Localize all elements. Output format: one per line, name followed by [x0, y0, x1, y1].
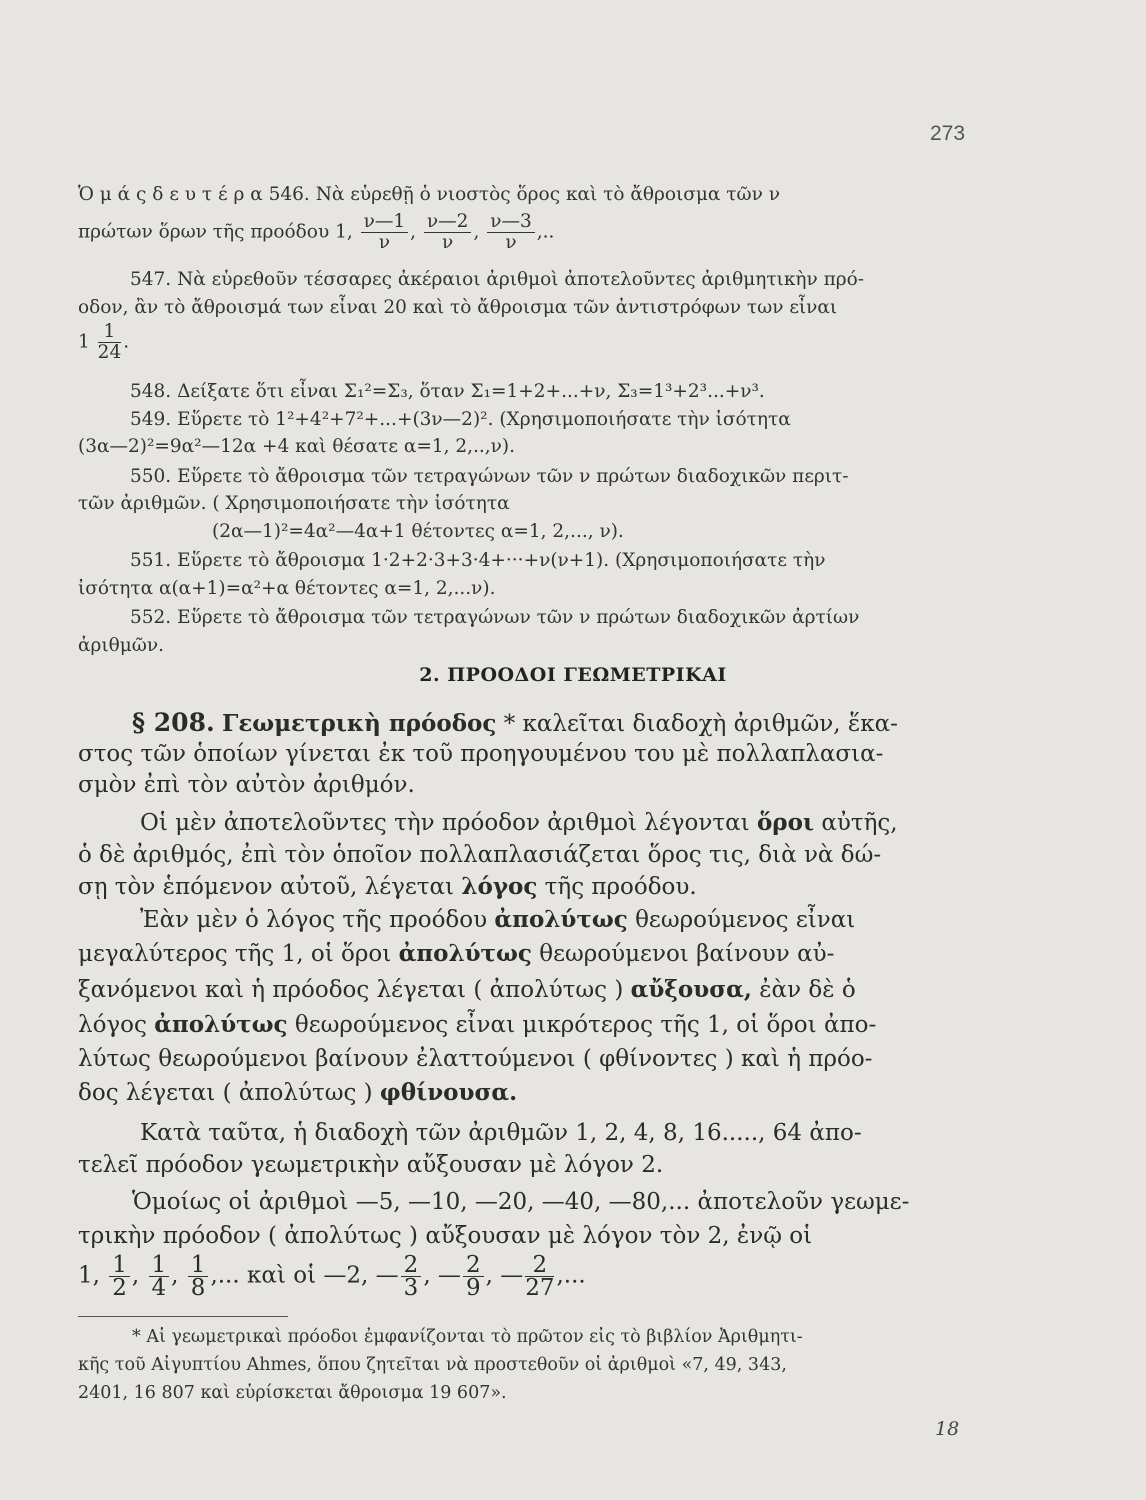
paragraph-3-line6: δος λέγεται ( ἀπολύτως ) φθίνουσα.: [78, 1079, 518, 1106]
paragraph-2-line2: ὁ δὲ ἀριθμός, ἐπὶ τὸν ὁποῖον πολλαπλασιάζεται ὅρος τις, διὰ νὰ δώ-: [78, 842, 882, 868]
problem-548: 548. Δείξατε ὅτι εἶναι Σ₁²=Σ₃, ὅταν Σ₁=1+2+...+ν, Σ₃=1³+2³...+ν³.: [130, 381, 765, 402]
paragraph-2-line1: Οἱ μὲν ἀποτελοῦντες τὴν πρόοδον ἀριθμοὶ λέγονται ὅροι αὐτῆς,: [140, 809, 898, 836]
problem-550-line1: 550. Εὕρετε τὸ ἄθροισμα τῶν τετραγώνων τῶν ν πρώτων διαδοχικῶν περιτ-: [130, 466, 849, 487]
paragraph-3-line1: Ἐὰν μὲν ὁ λόγος τῆς προόδου ἀπολύτως θεωρούμενος εἶναι: [140, 906, 856, 933]
fraction: $\frac{\nu—1}{\nu}$: [361, 212, 409, 253]
fraction: $\frac{2}{27}$: [525, 1252, 555, 1301]
problem-546-line1: Ὁ μ ά ς δ ε υ τ έ ρ α 546. Νὰ εὑρεθῇ ὁ νιοστὸς ὅρος καὶ τὸ ἄθροισμα τῶν ν: [78, 184, 780, 205]
section-208-line1: § 208. Γεωμετρικὴ πρόοδος * καλεῖται διαδοχὴ ἀριθμῶν, ἕκα-: [132, 708, 898, 737]
paragraph-3-line2: μεγαλύτερος τῆς 1, οἱ ὅροι ἀπολύτως θεωρούμενοι βαίνουν αὐ-: [78, 940, 835, 967]
paragraph-3-line5: λύτως θεωρούμενοι βαίνουν ἐλαττούμενοι ( φθίνοντες ) καὶ ἡ πρόο-: [78, 1046, 873, 1072]
footnote-line1: * Αἱ γεωμετρικαὶ πρόοδοι ἐμφανίζονται τὸ πρῶτον εἰς τὸ βιβλίον Ἀριθμητι-: [132, 1327, 803, 1347]
problem-546-line2: πρώτων ὅρων τῆς προόδου 1, $\frac{\nu—1}{\nu}$ , $\frac{\nu—2}{\nu}$ , $\frac{\nu—3}{\nu}$ ,..: [78, 211, 555, 253]
paragraph-3-line3: ξανόμενοι καὶ ἡ πρόοδος λέγεται ( ἀπολύτως ) αὔξουσα, ἐὰν δὲ ὁ: [78, 976, 856, 1003]
problem-552-line2: ἀριθμῶν.: [78, 635, 164, 656]
fraction: $\frac{1}{8}$: [188, 1254, 209, 1299]
problem-551-line2: ἰσότητα α(α+1)=α²+α θέτοντες α=1, 2,...ν).: [78, 578, 496, 599]
paragraph-5-line1: Ὁμοίως οἱ ἀριθμοὶ —5, —10, —20, —40, —80,... ἀποτελοῦν γεωμε-: [132, 1189, 910, 1215]
problem-551-line1: 551. Εὕρετε τὸ ἄθροισμα 1·2+2·3+3·4+···+ν(ν+1). (Χρησιμοποιήσατε τὴν: [130, 550, 826, 571]
paragraph-2-line3: σῃ τὸν ἑπόμενον αὐτοῦ, λέγεται λόγος τῆς προόδου.: [78, 873, 697, 900]
section-number: § 208.: [132, 708, 215, 737]
fraction: $\frac{\nu—2}{\nu}$: [424, 212, 472, 253]
problem-546-text: πρώτων ὅρων τῆς προόδου 1,: [78, 221, 353, 243]
problem-550-line2: τῶν ἀριθμῶν. ( Χρησιμοποιήσατε τὴν ἰσότητα: [78, 493, 510, 514]
fraction: $\frac{2}{3}$: [401, 1254, 422, 1299]
problem-550-line3: (2α—1)²=4α²—4α+1 θέτοντες α=1, 2,..., ν).: [212, 521, 624, 542]
problem-549-line1: 549. Εὕρετε τὸ 1²+4²+7²+...+(3ν—2)². (Χρησιμοποιήσατε τὴν ἰσότητα: [130, 409, 791, 430]
footnote-line3: 2401, 16 807 καὶ εὑρίσκεται ἄθροισμα 19 607».: [78, 1383, 507, 1403]
page-number: 273: [930, 122, 966, 145]
fraction: $\frac{2}{9}$: [463, 1254, 484, 1299]
signature-mark: 18: [935, 1418, 960, 1440]
fraction: $\frac{1}{2}$: [109, 1254, 130, 1299]
fraction: $\frac{1}{24}$: [97, 321, 122, 363]
paragraph-4-line1: Κατὰ ταῦτα, ἡ διαδοχὴ τῶν ἀριθμῶν 1, 2, 4, 8, 16....., 64 ἀπο-: [140, 1120, 862, 1146]
paragraph-5-line2: τρικὴν πρόοδον ( ἀπολύτως ) αὔξουσαν μὲ λόγον τὸν 2, ἐνῷ οἱ: [78, 1223, 813, 1249]
footnote-divider: [78, 1316, 288, 1317]
fraction: $\frac{\nu—3}{\nu}$: [487, 212, 535, 253]
section-208-line3: σμὸν ἐπὶ τὸν αὐτὸν ἀριθμόν.: [78, 772, 415, 798]
defined-term: Γεωμετρικὴ πρόοδος: [221, 710, 497, 737]
problem-547-line1: 547. Νὰ εὑρεθοῦν τέσσαρες ἀκέραιοι ἀριθμοὶ ἀποτελοῦντες ἀριθμητικὴν πρό-: [130, 269, 865, 290]
section-heading: 2. ΠΡΟΟΔΟΙ ΓΕΩΜΕΤΡΙΚΑΙ: [419, 664, 727, 686]
fraction: $\frac{1}{4}$: [149, 1254, 170, 1299]
section-208-line2: στος τῶν ὁποίων γίνεται ἐκ τοῦ προηγουμένου του μὲ πολλαπλασια-: [78, 741, 884, 767]
footnote-line2: κῆς τοῦ Αἰγυπτίου Ahmes, ὅπου ζητεῖται νὰ προστεθοῦν οἱ ἀριθμοὶ «7, 49, 343,: [78, 1355, 787, 1375]
paragraph-5-line3: 1, $\frac{1}{2}$ , $\frac{1}{4}$ , $\frac{1}{8}$ ,... καὶ οἱ —2, — $\frac{2}{3}$ , — $\frac{2}{9}$ , — $\frac{2}{27}$ ,...: [78, 1252, 586, 1301]
problem-552-line1: 552. Εὕρετε τὸ ἄθροισμα τῶν τετραγώνων τῶν ν πρώτων διαδοχικῶν ἀρτίων: [130, 607, 860, 628]
problem-547-line2: οδον, ἂν τὸ ἄθροισμά των εἶναι 20 καὶ τὸ ἄθροισμα τῶν ἀντιστρόφων των εἶναι: [78, 297, 838, 318]
problem-547-line3: 1 $\frac{1}{24}$ .: [78, 321, 130, 363]
paragraph-4-line2: τελεῖ πρόοδον γεωμετρικὴν αὔξουσαν μὲ λόγον 2.: [78, 1152, 664, 1178]
problem-549-line2: (3α—2)²=9α²—12α +4 καὶ θέσατε α=1, 2,..,ν).: [78, 436, 516, 457]
paragraph-3-line4: λόγος ἀπολύτως θεωρούμενος εἶναι μικρότερος τῆς 1, οἱ ὅροι ἀπο-: [78, 1011, 877, 1038]
